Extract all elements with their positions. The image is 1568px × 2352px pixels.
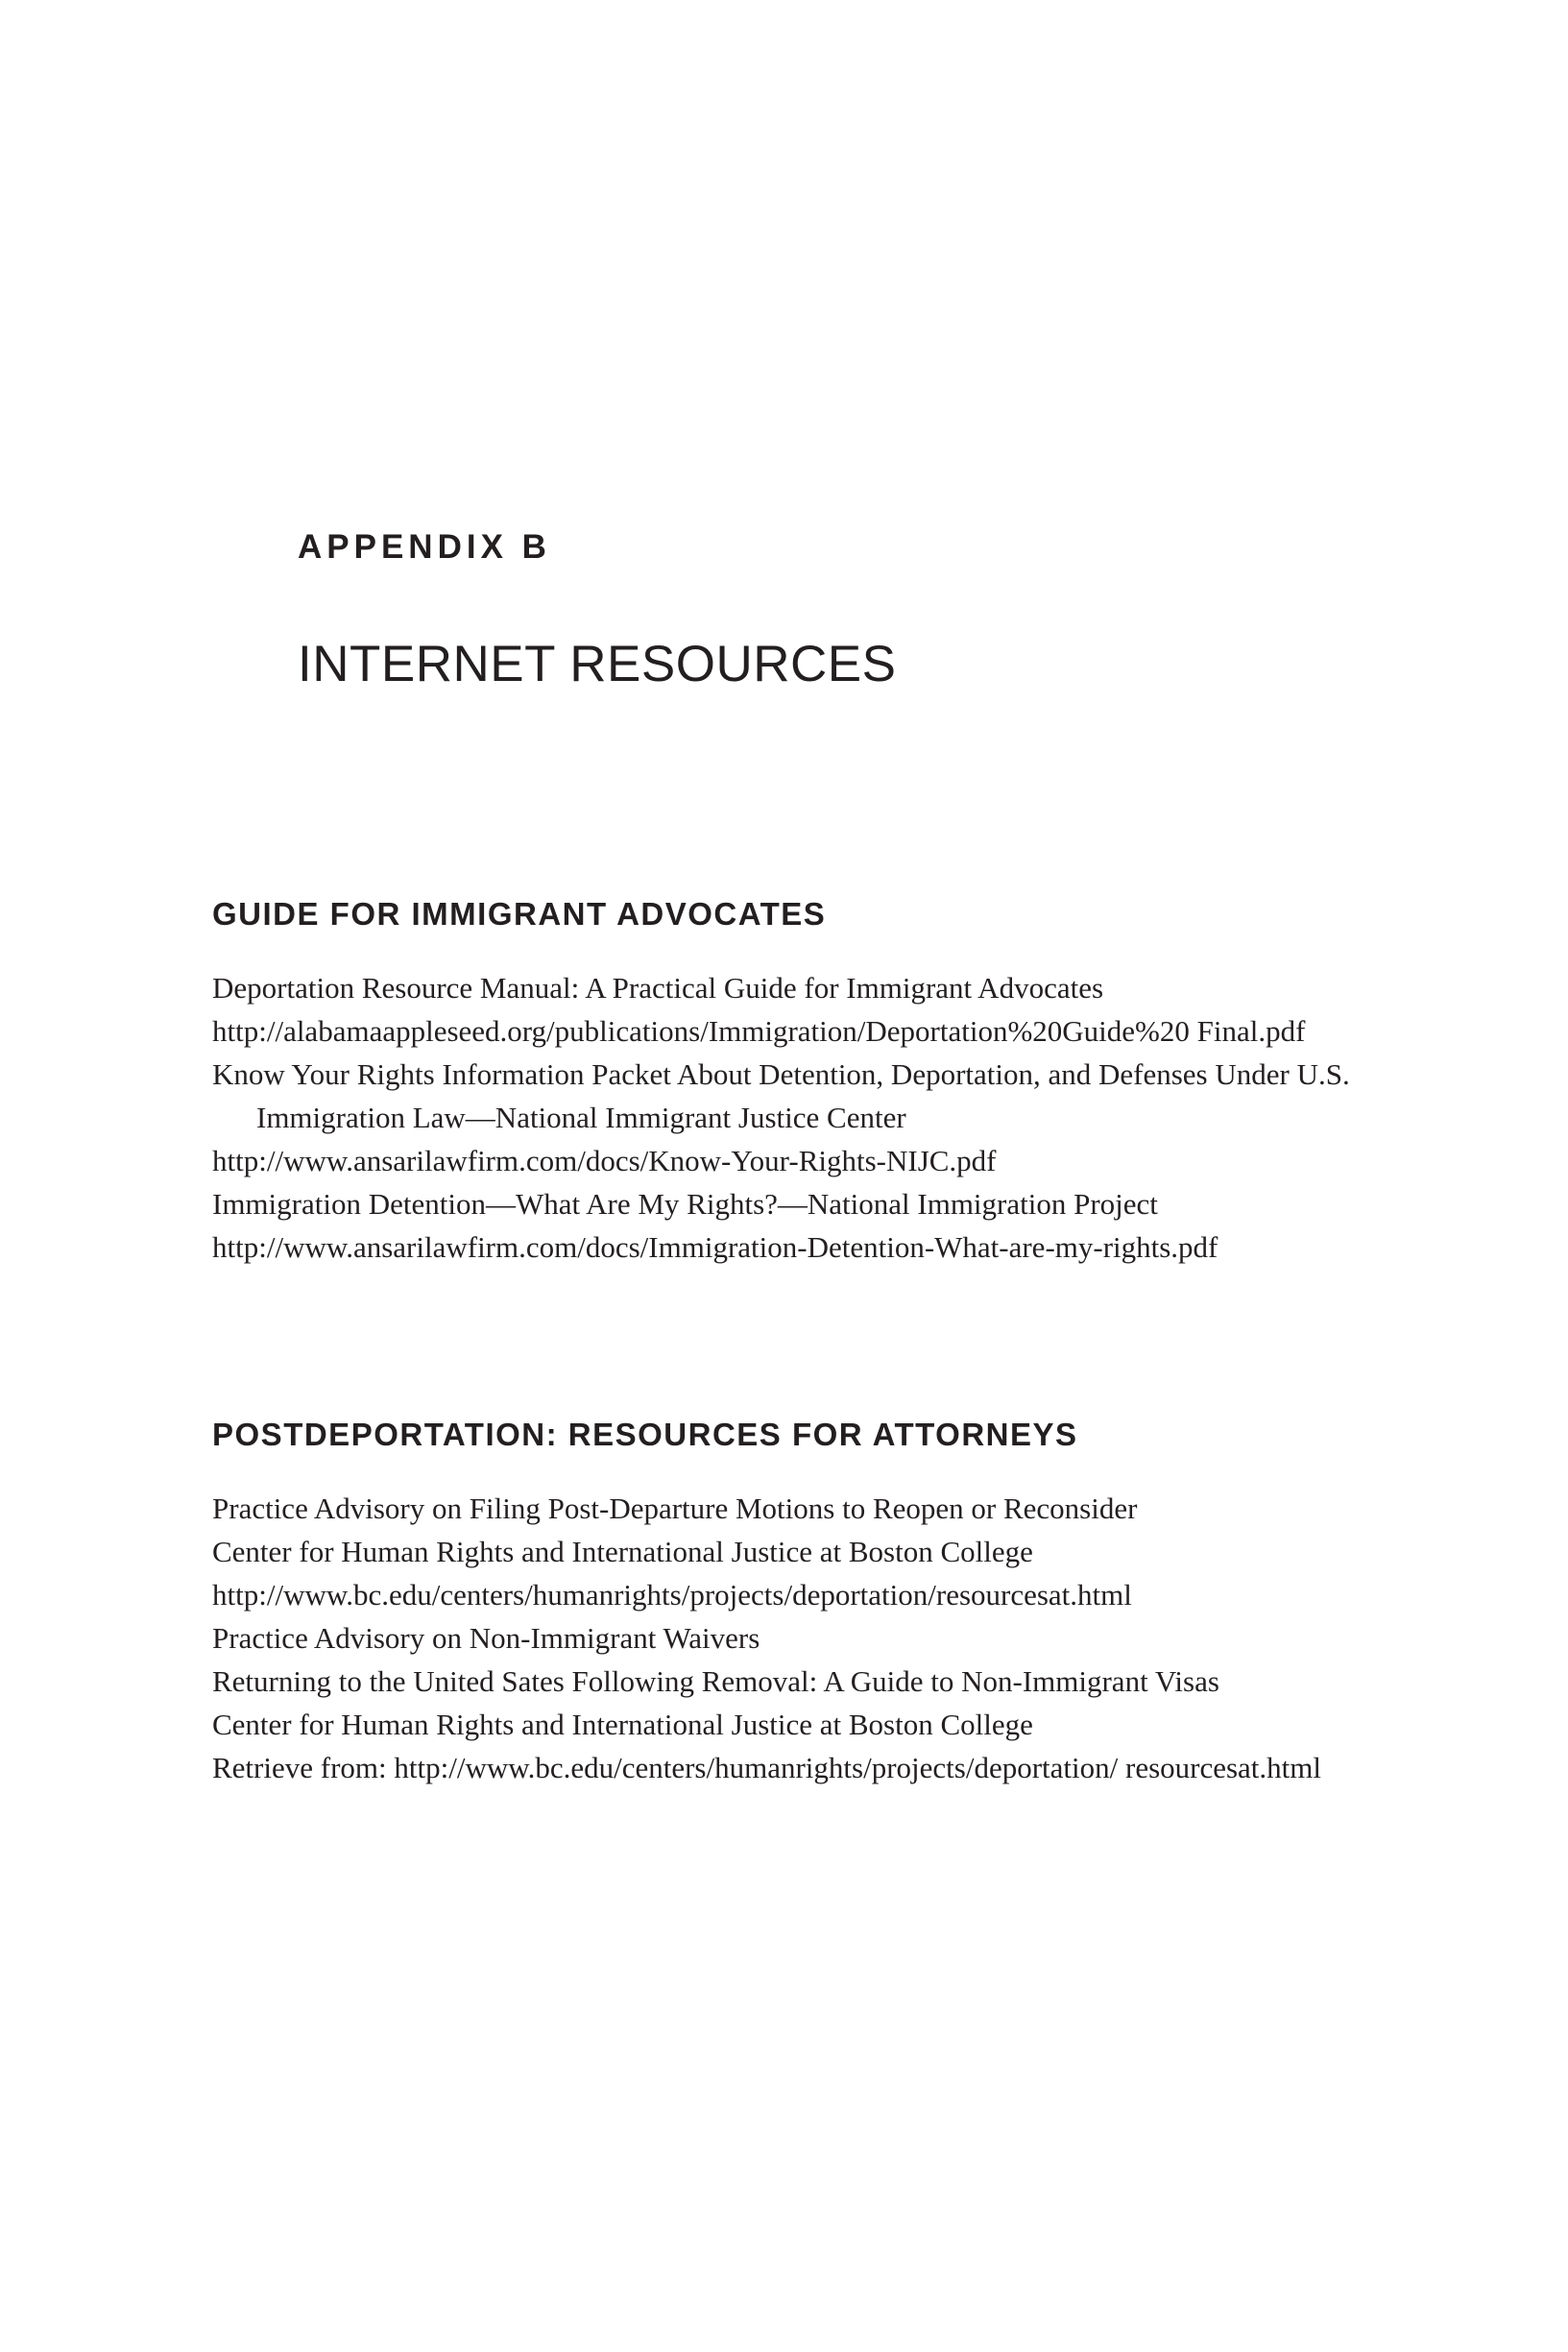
resource-url: Retrieve from: http://www.bc.edu/centers/humanrights/projects/deportation/ resourcesat.html [212,1751,1322,1784]
resource-source: Center for Human Rights and International Justice at Boston College [212,1708,1033,1741]
section-guide-for-immigrant-advocates [212,893,1412,1269]
resource-url: http://alabamaappleseed.org/publications/Immigration/Deportation%20Guide%20 Final.pdf [212,1014,1306,1048]
resource-list [212,1487,1412,1789]
resource-list [212,966,1412,1269]
resource-entry: Know Your Rights Information Packet About Detention, Deportation, and Defenses Under U.S. Immigration Law—National Immigrant Justice Center [212,1057,1350,1134]
resource-url: http://www.ansarilawfirm.com/docs/Know-Your-Rights-NIJC.pdf [212,1144,997,1177]
resource-url: http://www.ansarilawfirm.com/docs/Immigration-Detention-What-are-my-rights.pdf [212,1230,1218,1264]
resource-entry: Practice Advisory on Non-Immigrant Waivers [212,1621,760,1655]
resource-entry: Deportation Resource Manual: A Practical Guide for Immigrant Advocates [212,971,1104,1005]
section-heading: POSTDEPORTATION: RESOURCES FOR ATTORNEYS [212,1417,1078,1452]
section-postdeportation-resources [212,1414,1412,1789]
resource-url: http://www.bc.edu/centers/humanrights/projects/deportation/resourcesat.html [212,1578,1132,1612]
resource-source: Center for Human Rights and International Justice at Boston College [212,1535,1033,1568]
section-heading: GUIDE FOR IMMIGRANT ADVOCATES [212,896,827,932]
resource-entry: Immigration Detention—What Are My Rights?—National Immigration Project [212,1187,1158,1221]
resource-entry: Returning to the United Sates Following Removal: A Guide to Non-Immigrant Visas [212,1664,1219,1698]
page-title: INTERNET RESOURCES [298,636,897,692]
resource-entry: Practice Advisory on Filing Post-Departure Motions to Reopen or Reconsider [212,1491,1138,1525]
appendix-label: APPENDIX B [298,528,551,566]
